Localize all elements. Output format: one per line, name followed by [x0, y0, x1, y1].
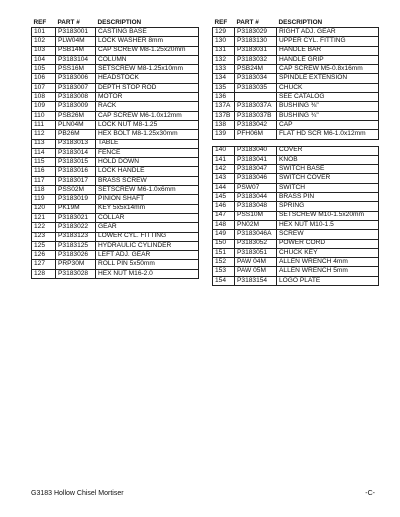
table-row: [213, 83, 379, 92]
ref-cell: 138: [213, 120, 235, 129]
description-cell: SETSCREW M6-1.0x6mm: [96, 186, 199, 195]
part-number-cell: PLN04M: [56, 120, 96, 129]
description-cell: LOCK HANDLE: [96, 167, 199, 176]
part-number-cell: P3183029: [235, 28, 277, 37]
description-cell: UPPER CYL. FITTING: [277, 37, 379, 46]
description-cell: SETSCREW M8-1.25x10mm: [96, 65, 199, 74]
part-number-cell: P3183130: [235, 37, 277, 46]
description-cell: SPRING: [277, 202, 379, 211]
ref-cell: 126: [32, 251, 56, 260]
description-cell: CAP SCREW M5-0.8x16mm: [277, 65, 379, 74]
ref-cell: 122: [32, 223, 56, 232]
part-number-cell: P3183154: [235, 276, 277, 285]
description-cell: CHUCK: [277, 83, 379, 92]
description-header: DESCRIPTION: [97, 18, 142, 26]
description-cell: HOLD DOWN: [96, 158, 199, 167]
description-cell: HEX BOLT M8-1.25x30mm: [96, 130, 199, 139]
table-row: [213, 183, 379, 192]
ref-cell: 120: [32, 204, 56, 213]
ref-cell: 152: [213, 258, 235, 267]
description-cell: HEADSTOCK: [96, 74, 199, 83]
description-cell: KNOB: [277, 155, 379, 164]
ref-cell: 106: [32, 74, 56, 83]
part-number-cell: P3183037B: [235, 111, 277, 120]
description-cell: ROLL PIN 5x50mm: [96, 260, 199, 269]
part-number-cell: P3183031: [235, 46, 277, 55]
ref-cell: 102: [32, 37, 56, 46]
description-cell: ALLEN WRENCH 4mm: [277, 258, 379, 267]
parts-table-right: [212, 17, 379, 286]
description-cell: PINION SHAFT: [96, 195, 199, 204]
description-cell: GEAR: [96, 223, 199, 232]
part-number-cell: P3183001: [56, 28, 96, 37]
table-row: [32, 37, 199, 46]
part-number-cell: P3183026: [56, 251, 96, 260]
table-row: [213, 230, 379, 239]
description-cell: TABLE: [96, 139, 199, 148]
table-row: [32, 176, 199, 185]
part-number-cell: P3183048: [235, 202, 277, 211]
table-row: [32, 65, 199, 74]
part-number-cell: P3183046A: [235, 230, 277, 239]
table-row: [32, 102, 199, 111]
part-number-cell: P3183044: [235, 193, 277, 202]
part-number-cell: P3183104: [56, 55, 96, 64]
table-row: [32, 204, 199, 213]
part-number-cell: P3183123: [56, 232, 96, 241]
description-cell: RIGHT ADJ. GEAR: [277, 28, 379, 37]
ref-cell: 147: [213, 211, 235, 220]
ref-cell: 105: [32, 65, 56, 74]
description-cell: POWER CORD: [277, 239, 379, 248]
ref-cell: 154: [213, 276, 235, 285]
description-header: DESCRIPTION: [278, 18, 323, 26]
table-row: [213, 193, 379, 202]
table-row: [213, 74, 379, 83]
description-cell: FLAT HD SCR M6-1.0x12mm: [277, 130, 379, 139]
part-number-cell: P3183016: [56, 167, 96, 176]
ref-cell: 121: [32, 213, 56, 222]
description-cell: SWITCH COVER: [277, 174, 379, 183]
table-row: [32, 46, 199, 55]
ref-cell: 104: [32, 55, 56, 64]
description-cell: BRASS PIN: [277, 193, 379, 202]
ref-cell: 110: [32, 111, 56, 120]
ref-cell: 108: [32, 93, 56, 102]
ref-cell: 118: [32, 186, 56, 195]
description-cell: BRASS SCREW: [96, 176, 199, 185]
part-number-cell: PSS16M: [56, 65, 96, 74]
description-cell: RACK: [96, 102, 199, 111]
description-cell: SWITCH BASE: [277, 165, 379, 174]
part-number-cell: P3183040: [235, 146, 277, 155]
table-row: [32, 186, 199, 195]
part-number-cell: P3183008: [56, 93, 96, 102]
part-number-cell: P3183052: [235, 239, 277, 248]
ref-cell: 150: [213, 239, 235, 248]
description-cell: BUSHING ¾": [277, 111, 379, 120]
ref-cell: 115: [32, 158, 56, 167]
part-number-cell: P3183037A: [235, 102, 277, 111]
table-gap-row: [213, 139, 379, 146]
table-row: [213, 174, 379, 183]
description-cell: HEX NUT M16-2.0: [96, 269, 199, 278]
table-row: [213, 120, 379, 129]
table-row: [32, 241, 199, 250]
description-cell: HYDRAULIC CYLINDER: [96, 241, 199, 250]
table-row: [213, 248, 379, 257]
table-row: [213, 165, 379, 174]
ref-cell: 127: [32, 260, 56, 269]
table-row: [213, 202, 379, 211]
gap-cell: [213, 139, 379, 146]
table-row: [32, 74, 199, 83]
part-number-cell: P3183046: [235, 174, 277, 183]
description-cell: ALLEN WRENCH 5mm: [277, 267, 379, 276]
table-row: [32, 195, 199, 204]
ref-cell: 116: [32, 167, 56, 176]
table-row: [213, 258, 379, 267]
table-row: [32, 232, 199, 241]
part-number-cell: P3183019: [56, 195, 96, 204]
part-number-cell: PLW04M: [56, 37, 96, 46]
ref-cell: 125: [32, 241, 56, 250]
description-cell: COVER: [277, 146, 379, 155]
part-number-cell: P3183047: [235, 165, 277, 174]
table-row: [32, 83, 199, 92]
part-number-cell: [235, 93, 277, 102]
table-row: [32, 158, 199, 167]
table-row: [32, 130, 199, 139]
ref-cell: 134: [213, 74, 235, 83]
ref-cell: 137B: [213, 111, 235, 120]
ref-cell: 151: [213, 248, 235, 257]
description-cell: SETSCREW M10-1.5x20mm: [277, 211, 379, 220]
part-number-cell: P3183032: [235, 55, 277, 64]
table-row: [213, 146, 379, 155]
ref-cell: 142: [213, 165, 235, 174]
description-cell: KEY 5x5x14mm: [96, 204, 199, 213]
table-row: [213, 102, 379, 111]
page-number: -C-: [365, 490, 375, 497]
description-cell: DEPTH STOP ROD: [96, 83, 199, 92]
table-row: [32, 120, 199, 129]
part-number-cell: P3183009: [56, 102, 96, 111]
table-row: [213, 130, 379, 139]
ref-cell: 123: [32, 232, 56, 241]
table-row: [213, 267, 379, 276]
table-row: [213, 93, 379, 102]
table-row: [32, 93, 199, 102]
ref-cell: 136: [213, 93, 235, 102]
ref-cell: 141: [213, 155, 235, 164]
table-row: [213, 276, 379, 285]
table-row: [32, 139, 199, 148]
part-number-cell: PAW 05M: [235, 267, 277, 276]
table-row: [213, 46, 379, 55]
ref-cell: 145: [213, 193, 235, 202]
ref-cell: 111: [32, 120, 56, 129]
description-cell: FENCE: [96, 148, 199, 157]
ref-cell: 119: [32, 195, 56, 204]
description-cell: SWITCH: [277, 183, 379, 192]
ref-cell: 144: [213, 183, 235, 192]
description-cell: SCREW: [277, 230, 379, 239]
table-row: [32, 167, 199, 176]
description-cell: HANDLE BAR: [277, 46, 379, 55]
description-cell: COLUMN: [96, 55, 199, 64]
part-number-cell: P3183014: [56, 148, 96, 157]
ref-cell: 143: [213, 174, 235, 183]
ref-cell: 114: [32, 148, 56, 157]
ref-cell: 132: [213, 55, 235, 64]
ref-cell: 131: [213, 46, 235, 55]
table-row: [32, 148, 199, 157]
part-number-cell: PSS02M: [56, 186, 96, 195]
part-number-cell: PSB26M: [56, 111, 96, 120]
table-row: [32, 55, 199, 64]
part-number-cell: PFH06M: [235, 130, 277, 139]
part-number-cell: P3183022: [56, 223, 96, 232]
part-number-cell: P3183035: [235, 83, 277, 92]
table-row: [213, 211, 379, 220]
table-row: [213, 220, 379, 229]
table-row: [32, 260, 199, 269]
description-cell: SPINDLE EXTENSION: [277, 74, 379, 83]
description-cell: CAP SCREW M6-1.0x12mm: [96, 111, 199, 120]
table-row: [32, 251, 199, 260]
footer-title: G3183 Hollow Chisel Mortiser: [31, 490, 124, 497]
table-row: [213, 65, 379, 74]
table-row: [213, 111, 379, 120]
part-number-cell: P3183006: [56, 74, 96, 83]
part-number-cell: P3183017: [56, 176, 96, 185]
ref-cell: 130: [213, 37, 235, 46]
description-cell: HEX NUT M10-1.5: [277, 220, 379, 229]
table-row: [213, 28, 379, 37]
description-cell: SEE CATALOG: [277, 93, 379, 102]
description-cell: LOWER CYL. FITTING: [96, 232, 199, 241]
table-row: [32, 223, 199, 232]
part-number-cell: P3183051: [235, 248, 277, 257]
ref-cell: 153: [213, 267, 235, 276]
table-row: [213, 239, 379, 248]
part-number-cell: PB26M: [56, 130, 96, 139]
description-cell: COLLAR: [96, 213, 199, 222]
ref-cell: 149: [213, 230, 235, 239]
part-number-cell: PK19M: [56, 204, 96, 213]
description-cell: CHUCK KEY: [277, 248, 379, 257]
ref-cell: 103: [32, 46, 56, 55]
description-cell: LOCK WASHER 8mm: [96, 37, 199, 46]
description-cell: LEFT ADJ. GEAR: [96, 251, 199, 260]
ref-cell: 128: [32, 269, 56, 278]
description-cell: CAP: [277, 120, 379, 129]
description-cell: BUSHING ⅜": [277, 102, 379, 111]
ref-cell: 139: [213, 130, 235, 139]
table-row: [32, 28, 199, 37]
part-number-cell: P3183034: [235, 74, 277, 83]
part-number-cell: P3183125: [56, 241, 96, 250]
description-cell: LOGO PLATE: [277, 276, 379, 285]
description-cell: CAP SCREW M8-1.25x20mm: [96, 46, 199, 55]
part-number-cell: PSW07: [235, 183, 277, 192]
table-row: [32, 213, 199, 222]
description-cell: HANDLE GRIP: [277, 55, 379, 64]
part-number-cell: PSB14M: [56, 46, 96, 55]
part-number-cell: P3183015: [56, 158, 96, 167]
table-row: [213, 55, 379, 64]
part-number-cell: PRP30M: [56, 260, 96, 269]
part-number-cell: PN02M: [235, 220, 277, 229]
part-number-cell: P3183007: [56, 83, 96, 92]
part-number-cell: PAW 04M: [235, 258, 277, 267]
part-number-cell: P3183042: [235, 120, 277, 129]
part-number-cell: P3183013: [56, 139, 96, 148]
part-number-cell: P3183041: [235, 155, 277, 164]
part-header: PART #: [236, 18, 259, 26]
description-cell: MOTOR: [96, 93, 199, 102]
ref-cell: 148: [213, 220, 235, 229]
description-cell: LOCK NUT M8-1.25: [96, 120, 199, 129]
ref-cell: 113: [32, 139, 56, 148]
ref-cell: 140: [213, 146, 235, 155]
ref-cell: 101: [32, 28, 56, 37]
part-number-cell: PSS10M: [235, 211, 277, 220]
parts-table-left: [31, 17, 199, 279]
ref-cell: 137A: [213, 102, 235, 111]
header-row: [32, 17, 199, 28]
header-row: [213, 17, 379, 28]
ref-cell: 146: [213, 202, 235, 211]
ref-header: REF: [214, 18, 228, 26]
part-number-cell: PSB24M: [235, 65, 277, 74]
ref-cell: 112: [32, 130, 56, 139]
table-row: [213, 37, 379, 46]
ref-cell: 135: [213, 83, 235, 92]
table-row: [32, 269, 199, 278]
part-number-cell: P3183028: [56, 269, 96, 278]
description-cell: CASTING BASE: [96, 28, 199, 37]
table-row: [213, 155, 379, 164]
part-number-cell: P3183021: [56, 213, 96, 222]
ref-cell: 129: [213, 28, 235, 37]
table-row: [32, 111, 199, 120]
ref-cell: 133: [213, 65, 235, 74]
ref-cell: 117: [32, 176, 56, 185]
ref-cell: 107: [32, 83, 56, 92]
part-header: PART #: [57, 18, 80, 26]
ref-cell: 109: [32, 102, 56, 111]
ref-header: REF: [33, 18, 47, 26]
